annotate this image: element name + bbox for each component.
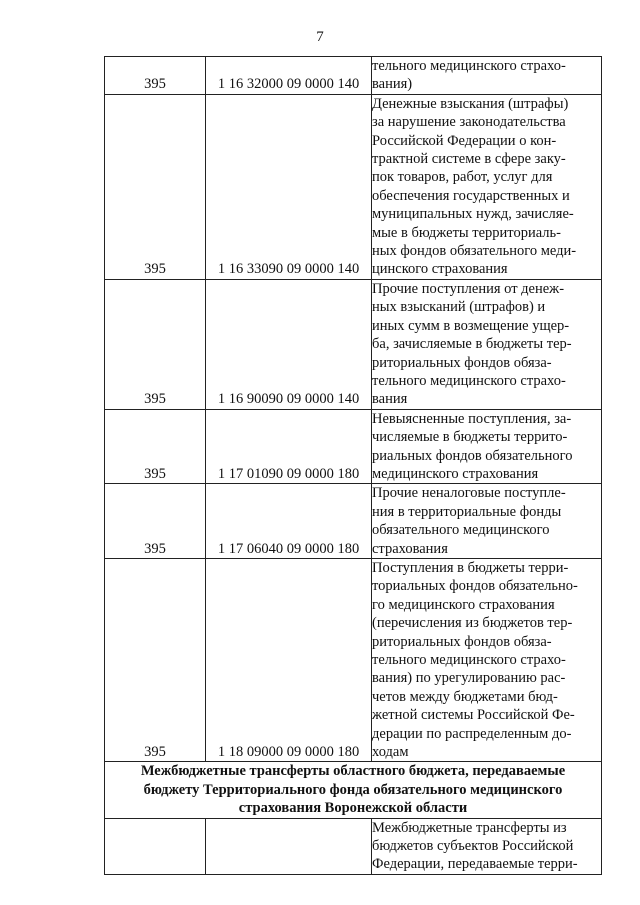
section-heading [105,762,602,818]
budget-code-cell: 1 16 90090 09 0000 140 [206,279,372,409]
section-heading-line: бюджету Территориального фонда обязательного медицинского [143,781,563,798]
name-line: тельного медицинского страхо- [372,372,566,389]
name-line: Прочие поступления от денеж- [372,280,565,297]
name-line: четов между бюджетами бюд- [372,688,558,705]
name-line: пок товаров, работ, услуг для [372,169,553,186]
name-line: медицинского страхования [372,465,539,482]
name-line: Федерации, передаваемые терри- [372,856,578,873]
name-line: числяемые в бюджеты террито- [372,429,568,446]
name-line: ных фондов обязательного меди- [372,243,577,260]
name-line: вания) по урегулированию рас- [372,670,566,687]
admin-code-cell: 395 [105,484,206,559]
admin-code-cell: 395 [105,279,206,409]
name-line: риториальных фондов обяза- [372,633,552,650]
name-line: муниципальных нужд, зачисляе- [372,206,574,223]
name-line: риальных фондов обязательного [372,447,573,464]
name-line: страхования [372,540,448,557]
name-line: ба, зачисляемые в бюджеты тер- [372,336,572,353]
table-row [105,818,602,874]
name-line: Прочие неналоговые поступле- [372,485,566,502]
table-row [105,279,602,409]
table-row [105,558,602,761]
budget-code-cell: 1 18 09000 09 0000 180 [206,558,372,761]
name-line: ториальных фондов обязательно- [372,578,578,595]
budget-code-cell: 1 16 32000 09 0000 140 [206,57,372,95]
name-line: жетной системы Российской Фе- [372,707,575,724]
table-row [105,484,602,559]
budget-code-cell: 1 17 01090 09 0000 180 [206,409,372,484]
revenue-name-cell [372,409,602,484]
name-line: иных сумм в возмещение ущер- [372,317,570,334]
budget-code-cell [206,818,372,874]
name-line: Поступления в бюджеты терри- [372,559,569,576]
table-row [105,409,602,484]
name-line: Межбюджетные трансферты из [372,819,567,836]
name-line: Невыясненные поступления, за- [372,410,572,427]
name-line: риториальных фондов обяза- [372,354,552,371]
revenue-name-cell [372,558,602,761]
section-heading-line: страхования Воронежской области [238,800,468,817]
name-line: мые в бюджеты территориаль- [372,224,561,241]
name-line: за нарушение законодательства [372,114,566,131]
budget-code-cell: 1 17 06040 09 0000 180 [206,484,372,559]
budget-code-cell: 1 16 33090 09 0000 140 [206,94,372,279]
table-row [105,94,602,279]
name-line: вания) [372,76,413,93]
name-line: ных взысканий (штрафов) и [372,299,546,316]
name-line: вания [372,391,408,408]
section-heading-row [105,762,602,818]
revenue-name-cell [372,484,602,559]
table-row [105,57,602,95]
admin-code-cell: 395 [105,409,206,484]
name-line: дерации по распределенным до- [372,725,572,742]
name-line: Российской Федерации о кон- [372,132,557,149]
admin-code-cell [105,818,206,874]
name-line: цинского страхования [372,261,508,278]
admin-code-cell: 395 [105,94,206,279]
admin-code-cell: 395 [105,57,206,95]
name-line: ходам [372,744,409,761]
name-line: обязательного медицинского [372,522,550,539]
revenue-name-cell [372,94,602,279]
name-line: ния в территориальные фонды [372,503,562,520]
name-line: обеспечения государственных и [372,187,570,204]
revenue-name-cell [372,818,602,874]
name-line: тельного медицинского страхо- [372,58,566,74]
name-line: тельного медицинского страхо- [372,652,566,668]
budget-codes-table [104,56,602,875]
name-line: го медицинского страхования [372,596,555,613]
name-line: трактной системе в сфере заку- [372,151,566,168]
name-line: (перечисления из бюджетов тер- [372,615,573,632]
revenue-name-cell [372,279,602,409]
name-line: бюджетов субъектов Российской [372,838,574,855]
admin-code-cell: 395 [105,558,206,761]
revenue-name-cell [372,57,602,95]
section-heading-line: Межбюджетные трансферты областного бюджета, передаваемые [140,763,566,780]
name-line: Денежные взыскания (штрафы) [372,95,569,112]
page-number: 7 [316,29,324,45]
